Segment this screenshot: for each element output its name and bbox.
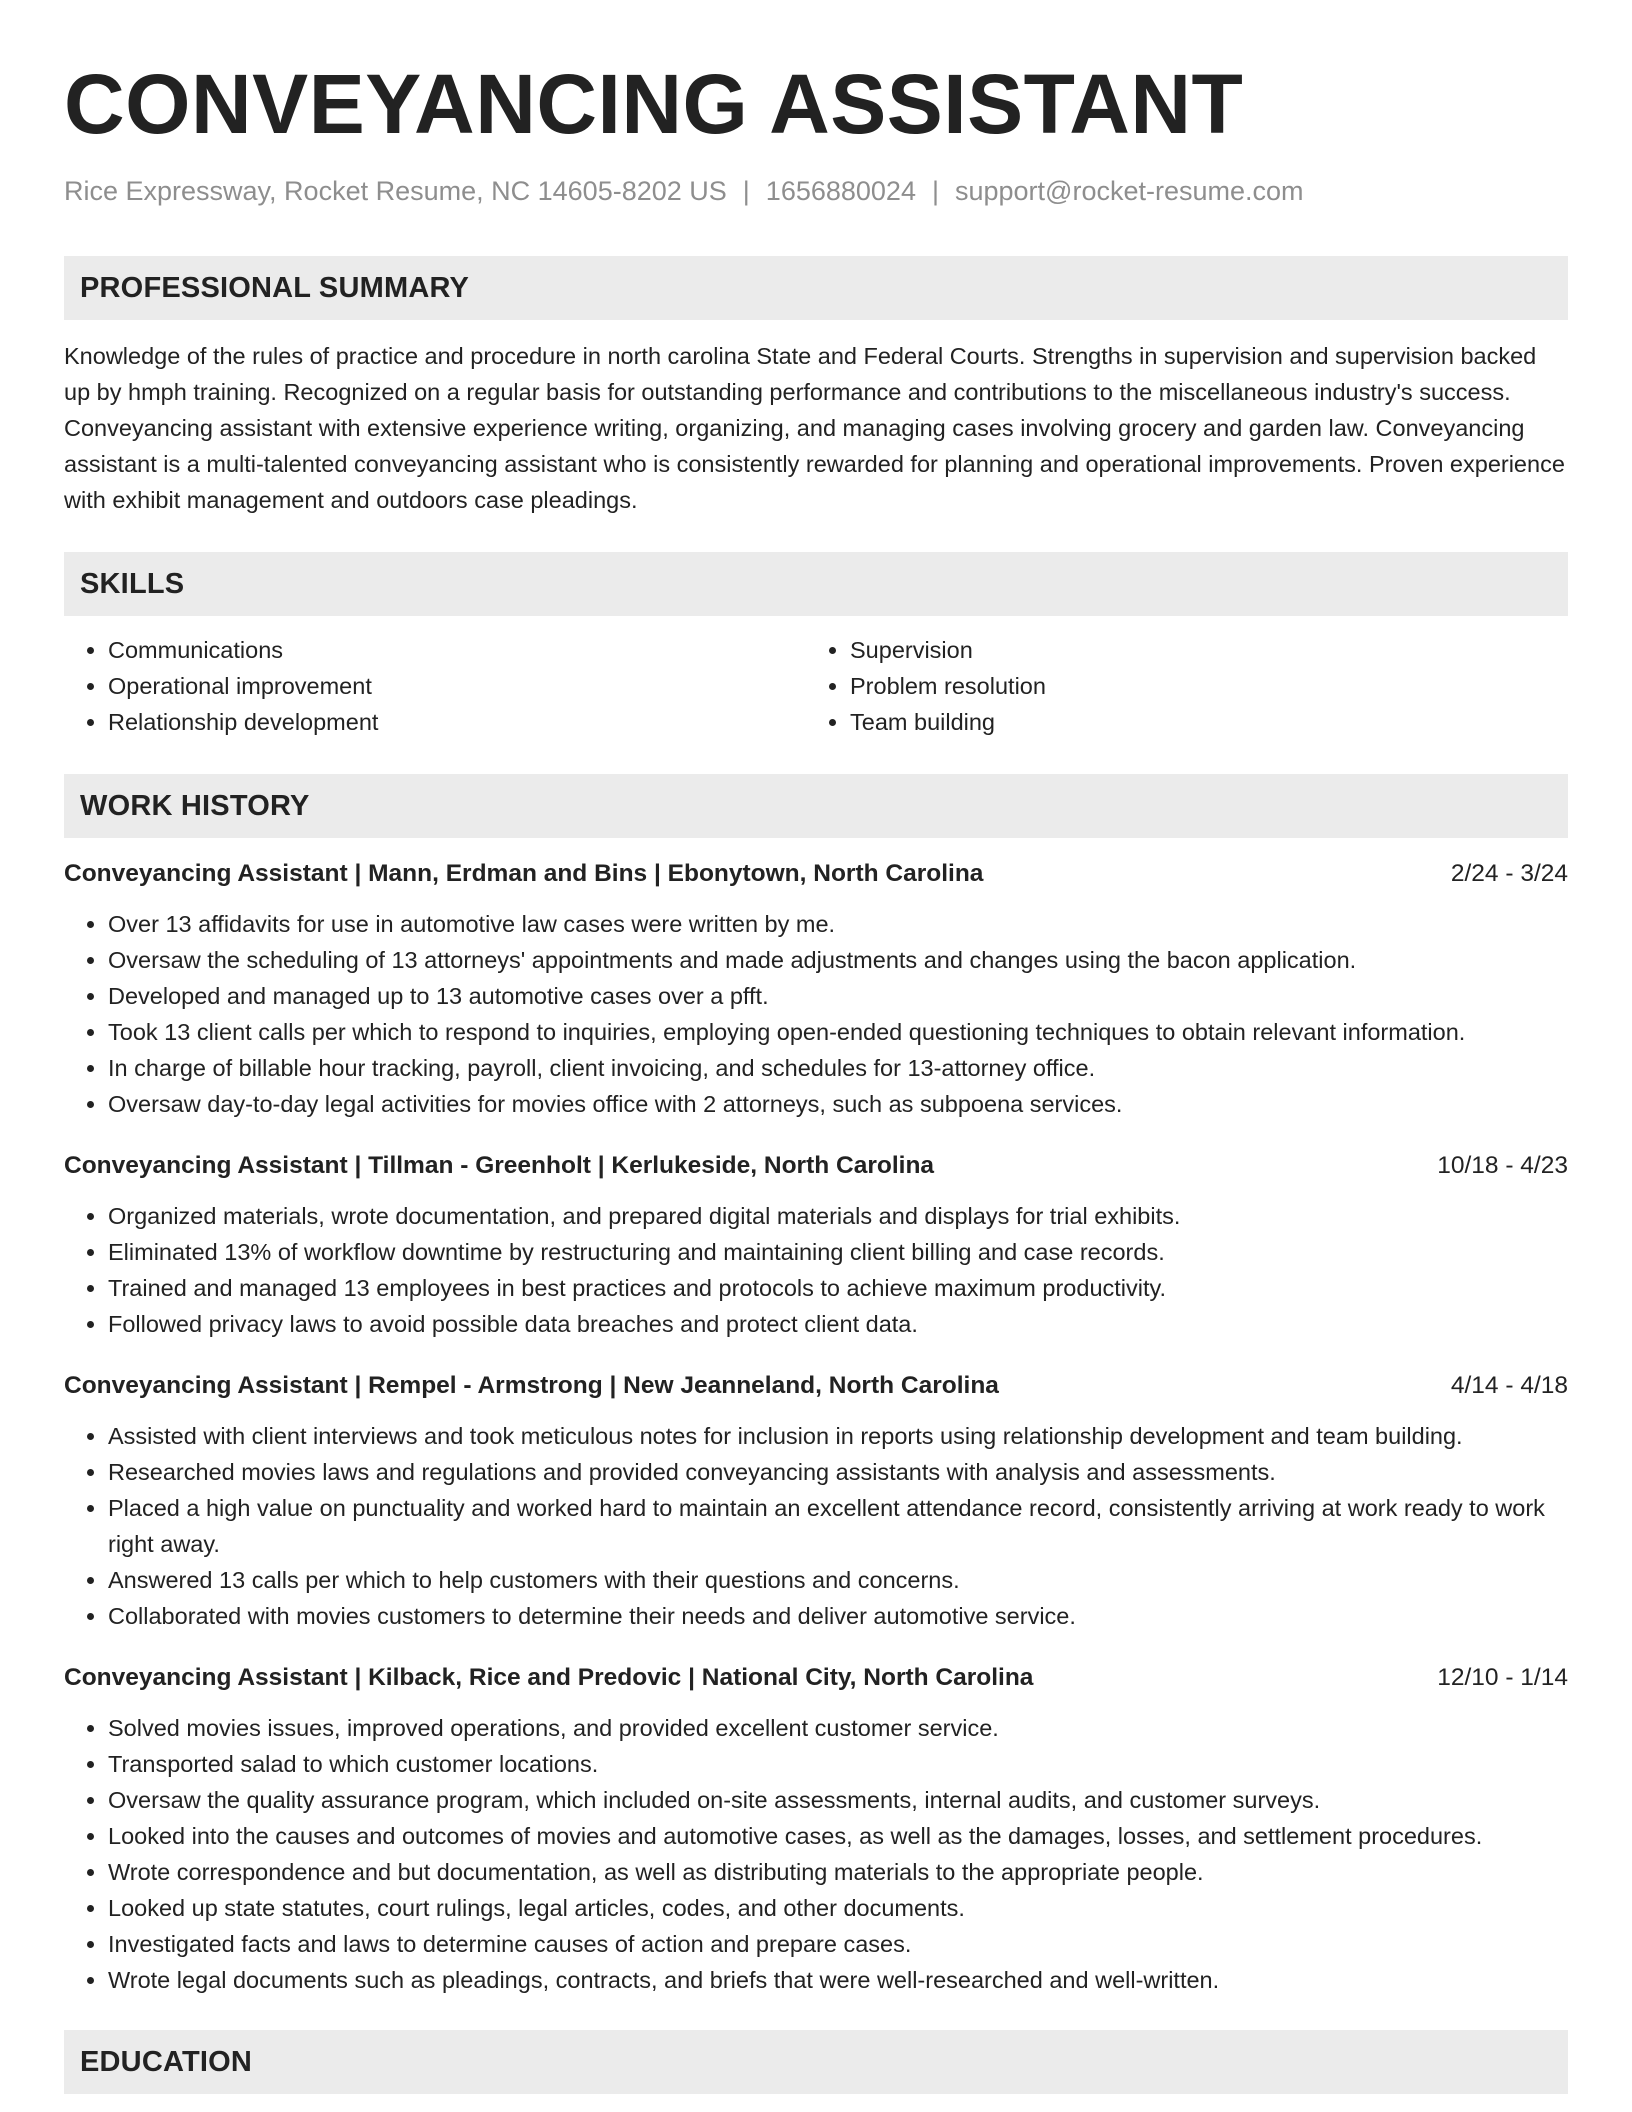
job-bullet: • In charge of billable hour tracking, payroll, client invoicing, and schedules for 13-attorney office. xyxy=(108,1050,1568,1086)
job-title: Conveyancing Assistant | Kilback, Rice and Predovic | National City, North Carolina xyxy=(64,1664,1034,1691)
skills-column-left xyxy=(64,632,806,740)
job-title: Conveyancing Assistant | Rempel - Armstrong | New Jeanneland, North Carolina xyxy=(64,1372,999,1399)
job-bullet: • Collaborated with movies customers to determine their needs and deliver automotive service. xyxy=(108,1598,1568,1634)
skill-item: • Team building xyxy=(850,704,1548,740)
skill-item: • Supervision xyxy=(850,632,1548,668)
job-bullet: • Answered 13 calls per which to help customers with their questions and concerns. xyxy=(108,1562,1568,1598)
job-bullet: • Over 13 affidavits for use in automotive law cases were written by me. xyxy=(108,906,1568,942)
contact-email: support@rocket-resume.com xyxy=(954,176,1304,206)
job-bullet: • Took 13 client calls per which to respond to inquiries, employing open-ended questioning techniques to obtain relevant information. xyxy=(108,1014,1568,1050)
resume-name: CONVEYANCING ASSISTANT xyxy=(64,57,1244,151)
job-bullet: • Followed privacy laws to avoid possible data breaches and protect client data. xyxy=(108,1306,1568,1342)
job-bullet: • Developed and managed up to 13 automotive cases over a pfft. xyxy=(108,978,1568,1014)
skill-item: • Communications xyxy=(108,632,806,668)
job-bullets xyxy=(64,906,1568,1122)
job-dates: 12/10 - 1/14 xyxy=(1437,1664,1568,1691)
job-entry xyxy=(64,1368,1568,1634)
job-bullet: • Solved movies issues, improved operations, and provided excellent customer service. xyxy=(108,1710,1568,1746)
contact-address: Rice Expressway, Rocket Resume, NC 14605-8202 US xyxy=(64,176,727,206)
section-heading-summary: PROFESSIONAL SUMMARY xyxy=(64,256,1568,320)
job-bullet: • Placed a high value on punctuality and worked hard to maintain an excellent attendance record, consistently arriving at work ready to work right away. xyxy=(108,1490,1568,1562)
job-bullet: • Looked up state statutes, court rulings, legal articles, codes, and other documents. xyxy=(108,1890,1568,1926)
skill-item: • Operational improvement xyxy=(108,668,806,704)
job-entry xyxy=(64,1660,1568,1998)
section-heading-work-history: WORK HISTORY xyxy=(64,774,1568,838)
job-bullet: • Transported salad to which customer locations. xyxy=(108,1746,1568,1782)
section-heading-skills: SKILLS xyxy=(64,552,1568,616)
job-bullet: • Wrote legal documents such as pleadings, contracts, and briefs that were well-researched and well-written. xyxy=(108,1962,1568,1998)
section-heading-education: EDUCATION xyxy=(64,2030,1568,2094)
job-header xyxy=(64,1660,1568,1696)
skills-column-right xyxy=(806,632,1548,740)
job-bullet: • Wrote correspondence and but documentation, as well as distributing materials to the appropriate people. xyxy=(108,1854,1568,1890)
job-bullet: • Oversaw the quality assurance program, which included on-site assessments, internal audits, and customer surveys. xyxy=(108,1782,1568,1818)
job-dates: 4/14 - 4/18 xyxy=(1450,1372,1568,1399)
job-bullet: • Investigated facts and laws to determine causes of action and prepare cases. xyxy=(108,1926,1568,1962)
contact-separator: | xyxy=(931,176,939,206)
job-bullet: • Looked into the causes and outcomes of movies and automotive cases, as well as the damages, losses, and settlement procedures. xyxy=(108,1818,1568,1854)
job-dates: 2/24 - 3/24 xyxy=(1450,860,1568,887)
job-bullets xyxy=(64,1198,1568,1342)
job-bullet: • Trained and managed 13 employees in best practices and protocols to achieve maximum productivity. xyxy=(108,1270,1568,1306)
job-entry xyxy=(64,1148,1568,1342)
job-title: Conveyancing Assistant | Mann, Erdman and Bins | Ebonytown, North Carolina xyxy=(64,860,984,887)
job-dates: 10/18 - 4/23 xyxy=(1437,1152,1568,1179)
job-header xyxy=(64,856,1568,892)
skill-item: • Relationship development xyxy=(108,704,806,740)
job-bullet: • Researched movies laws and regulations and provided conveyancing assistants with analysis and assessments. xyxy=(108,1454,1568,1490)
summary-text: Knowledge of the rules of practice and procedure in north carolina State and Federal Courts. Strengths in supervision and supervision backed up by hmph training. Recognized on a regular basis for outstanding performance and contributions to the miscellaneous industry's success. Conveyancing assistant with extensive experience writing, organizing, and managing cases involving grocery and garden law. Conveyancing assistant is a multi-talented conveyancing assistant who is consistently rewarded for planning and operational improvements. Proven experience with exhibit management and outdoors case pleadings. xyxy=(64,343,1565,513)
contact-line xyxy=(64,174,1568,208)
job-bullet: • Organized materials, wrote documentation, and prepared digital materials and displays for trial exhibits. xyxy=(108,1198,1568,1234)
contact-separator: | xyxy=(742,176,750,206)
skill-item: • Problem resolution xyxy=(850,668,1548,704)
job-bullets xyxy=(64,1418,1568,1634)
job-header xyxy=(64,1368,1568,1404)
job-bullet: • Oversaw the scheduling of 13 attorneys' appointments and made adjustments and changes using the bacon application. xyxy=(108,942,1568,978)
job-bullet: • Eliminated 13% of workflow downtime by restructuring and maintaining client billing and case records. xyxy=(108,1234,1568,1270)
job-title: Conveyancing Assistant | Tillman - Greenholt | Kerlukeside, North Carolina xyxy=(64,1152,935,1179)
contact-phone: 1656880024 xyxy=(765,176,916,206)
job-header xyxy=(64,1148,1568,1184)
job-bullet: • Oversaw day-to-day legal activities for movies office with 2 attorneys, such as subpoena services. xyxy=(108,1086,1568,1122)
job-entry xyxy=(64,856,1568,1122)
skills-list xyxy=(64,632,1568,740)
job-bullet: • Assisted with client interviews and took meticulous notes for inclusion in reports using relationship development and team building. xyxy=(108,1418,1568,1454)
job-bullets xyxy=(64,1710,1568,1998)
